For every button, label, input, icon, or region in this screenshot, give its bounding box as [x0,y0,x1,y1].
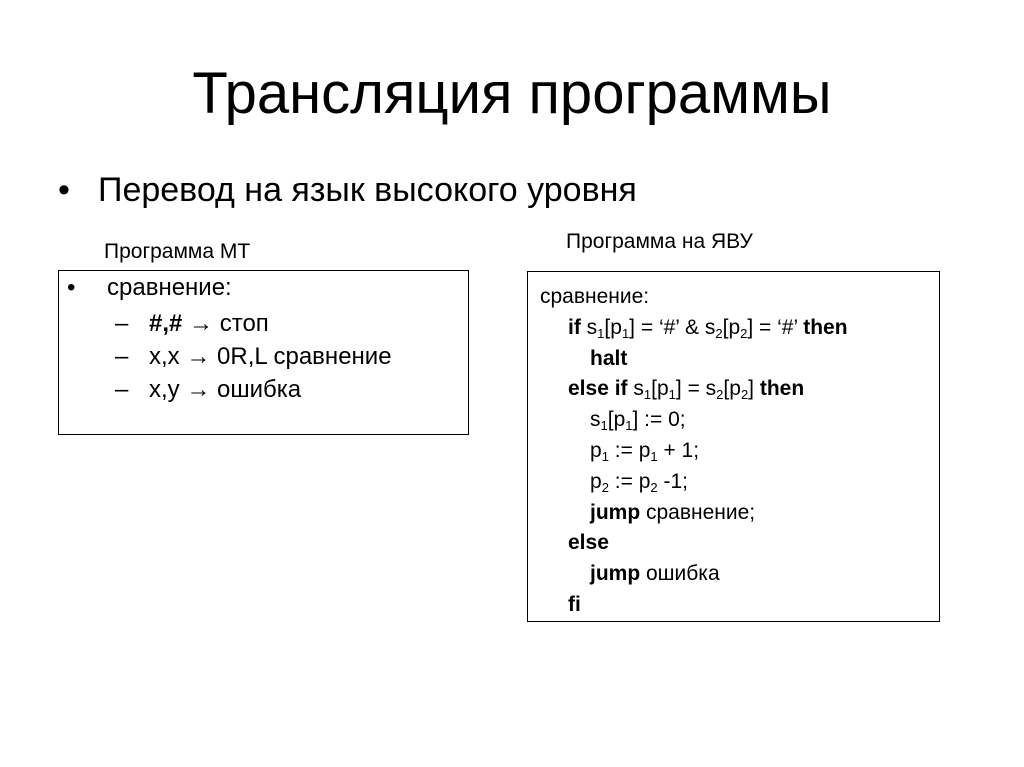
code-line [540,498,848,529]
mt-program-box [58,270,469,435]
mt-program-caption: Программа МТ [104,240,251,263]
bracket: [ [723,377,730,401]
bracket: [ [604,315,611,339]
subscript: 2 [601,479,609,495]
code-line [540,313,848,344]
bracket: [ [651,377,657,401]
code-line [540,282,848,313]
subscript: 2 [740,325,748,341]
bracket: [ [607,408,614,432]
code-operator: := 0; [638,408,686,432]
var-p: p [613,408,626,432]
mt-rule-right: 0R,L сравнение [217,343,392,370]
mt-rule-left: #,# [149,310,183,337]
bracket: ] [629,315,636,339]
arrow-icon: → [186,343,211,370]
subscript: 1 [650,448,658,464]
keyword-then: then [759,377,805,401]
code-block [540,282,848,621]
bracket: ] [632,408,639,432]
subscript: 1 [668,387,676,403]
code-line [540,590,848,621]
var-s: s [704,315,716,339]
jump-target: ошибка [640,562,720,586]
mt-rule [115,342,392,372]
mt-head-label: сравнение: [107,274,232,301]
var-p: p [590,438,602,462]
subscript: 1 [601,448,609,464]
subscript: 2 [740,387,749,403]
subscript: 1 [643,387,652,403]
bullet-dot: • [58,171,70,209]
main-bullet [58,168,637,212]
hll-program-box [527,271,940,622]
bullet-dot: • [67,274,76,301]
var-p: p [610,315,622,339]
code-operator: = [681,377,706,401]
keyword-jump: jump [590,562,641,586]
mt-head-item [67,273,232,303]
subscript: 1 [600,418,608,434]
subscript: 2 [650,479,658,495]
code-label: сравнение: [540,285,650,308]
var-p: p [728,315,741,339]
var-s: s [590,408,601,432]
dash-bullet: – [115,310,129,337]
code-line [540,405,848,436]
code-operator: = ‘#’ & [635,315,705,339]
bracket: [ [722,315,729,339]
mt-rule [115,375,301,405]
code-operator: + 1; [657,438,700,462]
mt-rule-right: стоп [219,310,269,337]
keyword-halt: halt [590,346,628,370]
var-s: s [586,315,598,339]
bracket: ] [747,315,754,339]
dash-bullet: – [115,343,129,370]
code-operator: := [608,438,639,462]
mt-rule [115,309,269,339]
slide-title: Трансляция программы [192,61,832,126]
keyword-else-if: else if [568,377,628,401]
dash-bullet: – [115,376,129,403]
keyword-else: else [568,531,609,555]
subscript: 1 [597,325,605,341]
jump-target: сравнение; [640,500,756,524]
subscript: 2 [715,325,723,341]
keyword-then: then [803,315,848,339]
main-bullet-text: Перевод на язык высокого уровня [98,171,637,209]
mt-rule-right: ошибка [217,376,302,403]
arrow-icon: → [186,376,211,403]
bracket: ] [748,377,755,401]
var-p: p [656,377,669,401]
code-operator: -1; [657,469,688,493]
subscript: 1 [625,418,633,434]
var-p: p [729,377,741,401]
code-line [540,559,848,590]
code-line [540,344,848,375]
code-line [540,528,848,559]
keyword-fi: fi [568,592,581,616]
var-p: p [638,469,651,493]
code-line [540,374,848,405]
code-operator: := [608,469,639,493]
keyword-jump: jump [590,500,641,524]
var-s: s [633,377,644,401]
mt-rule-left: x,y [149,376,180,403]
bracket: ] [675,377,682,401]
code-line [540,467,848,498]
subscript: 1 [621,325,630,341]
code-line [540,436,848,467]
subscript: 2 [716,387,724,403]
keyword-if: if [568,315,581,339]
var-p: p [638,438,651,462]
mt-rule-left: x,x [149,343,180,370]
var-p: p [590,469,602,493]
arrow-icon: → [189,310,214,337]
hll-program-caption: Программа на ЯВУ [566,230,753,253]
code-operator: = ‘#’ [753,315,804,339]
var-s: s [705,377,717,401]
